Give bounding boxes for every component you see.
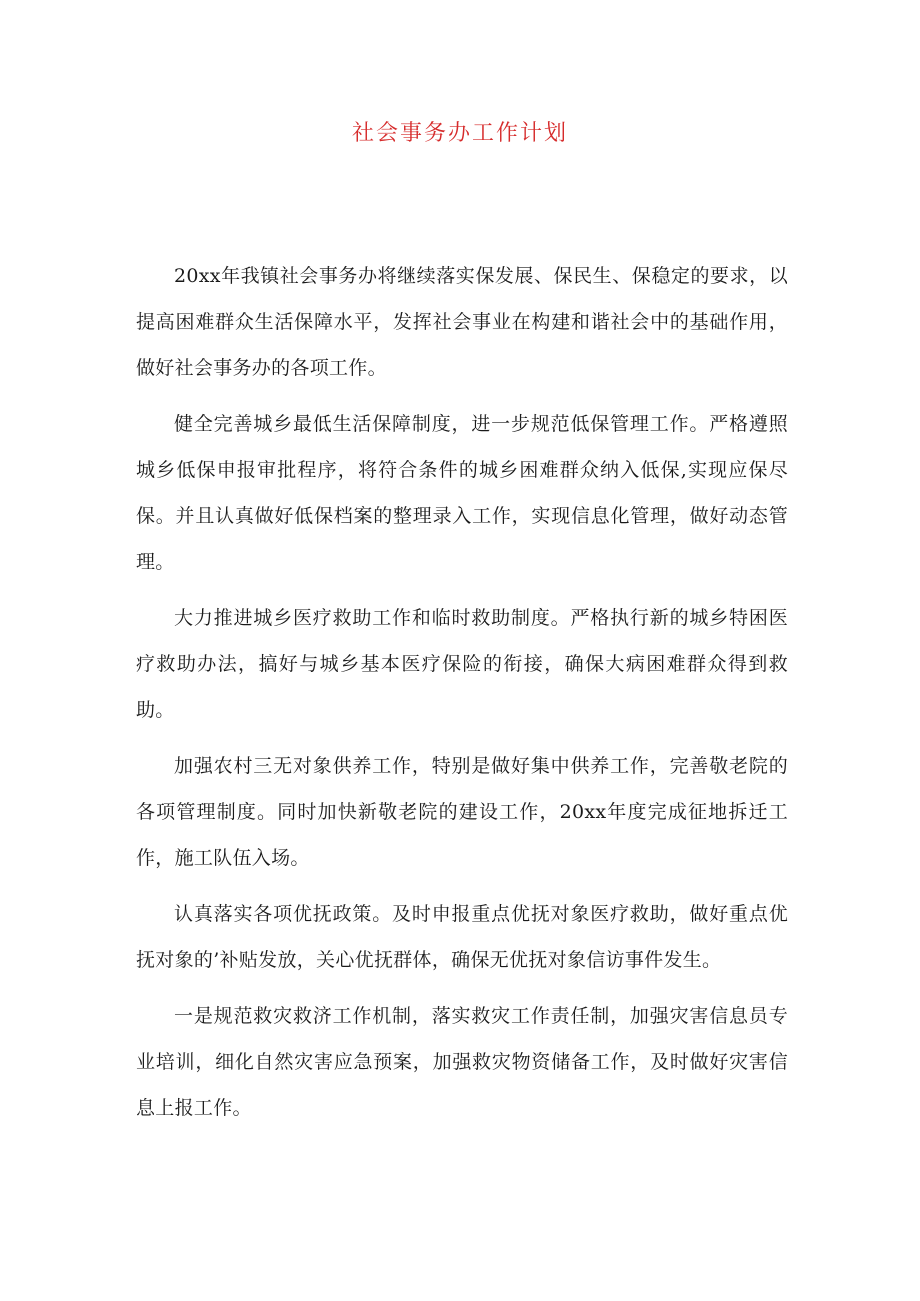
paragraph-1: 20xx年我镇社会事务办将继续落实保发展、保民生、保稳定的要求，以提高困难群众生活保障水平，发挥社会事业在构建和谐社会中的基础作用，做好社会事务办的各项工作。: [136, 265, 788, 379]
paragraph-3: 大力推进城乡医疗救助工作和临时救助制度。严格执行新的城乡特困医疗救助办法，搞好与城乡基本医疗保险的衔接，确保大病困难群众得到救助。: [136, 607, 788, 721]
paragraph-5: 认真落实各项优抚政策。及时申报重点优抚对象医疗救助，做好重点优抚对象的’补贴发放，关心优抚群体，确保无优抚对象信访事件发生。: [136, 903, 788, 971]
paragraph-4: 加强农村三无对象供养工作，特别是做好集中供养工作，完善敬老院的各项管理制度。同时加快新敬老院的建设工作，20xx年度完成征地拆迁工作，施工队伍入场。: [136, 755, 788, 869]
paragraph-2: 健全完善城乡最低生活保障制度，进一步规范低保管理工作。严格遵照城乡低保申报审批程序，将符合条件的城乡困难群众纳入低保,实现应保尽保。并且认真做好低保档案的整理录入工作，实现信息化管理，做好动态管理。: [136, 413, 788, 573]
document-title: 社会事务办工作计划: [351, 121, 568, 146]
paragraph-6: 一是规范救灾救济工作机制，落实救灾工作责任制，加强灾害信息员专业培训，细化自然灾害应急预案，加强救灾物资储备工作，及时做好灾害信息上报工作。: [136, 1005, 788, 1119]
document-body: [136, 253, 788, 1131]
